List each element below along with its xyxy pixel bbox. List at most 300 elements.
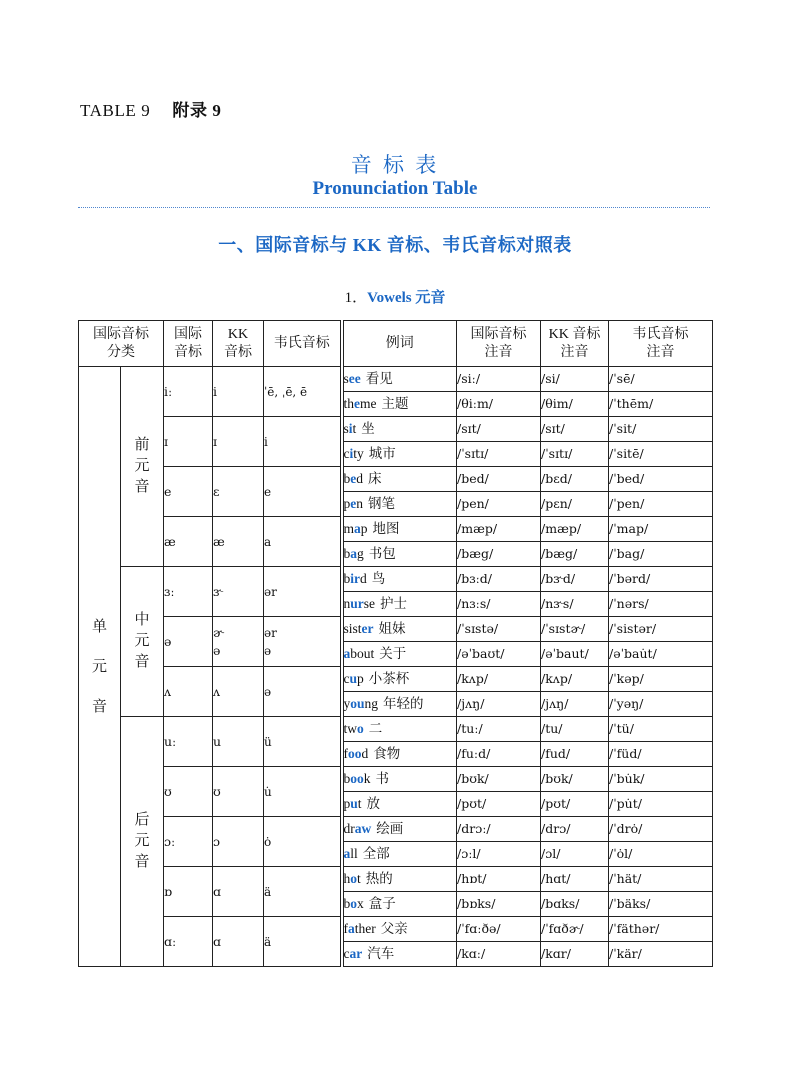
kk-notation-cell: /ɔl/ — [541, 842, 609, 867]
example-word-cell — [342, 692, 457, 717]
example-word-highlight: i — [348, 421, 353, 436]
ipa-symbol-cell — [164, 717, 213, 767]
category-cell — [79, 367, 121, 967]
example-word-highlight: er — [361, 621, 374, 636]
kk-symbol-line: i — [213, 383, 217, 399]
webster-symbol-cell — [264, 767, 342, 817]
example-word-chinese: 放 — [366, 796, 381, 811]
kk-symbol-line: æ — [213, 533, 225, 549]
subsection-number: 1． — [344, 290, 368, 306]
example-word-prefix: c — [343, 446, 350, 461]
ipa-symbol-line: ɒ — [164, 883, 173, 899]
kk-notation-cell: /ˈsɪtɪ/ — [541, 442, 609, 467]
kk-notation-cell: /si/ — [541, 367, 609, 392]
ipa-notation-cell: /mæp/ — [457, 517, 541, 542]
ipa-symbol-line: uː — [164, 733, 177, 749]
webster-symbol-cell — [264, 417, 342, 467]
example-word-suffix: p — [360, 521, 368, 536]
example-word-suffix: d — [360, 571, 367, 586]
example-word-suffix: ng — [364, 696, 379, 711]
ipa-symbol-line: e — [164, 483, 172, 499]
example-word-cell — [342, 667, 457, 692]
ipa-symbol-cell — [164, 817, 213, 867]
header-ipa — [164, 321, 213, 367]
example-word-prefix: f — [343, 746, 348, 761]
subcategory-char: 音 — [134, 479, 150, 495]
ipa-notation-cell: /ˈsɪtɪ/ — [457, 442, 541, 467]
header-kk-notation-line: KK 音标 — [548, 326, 601, 342]
example-word-chinese: 二 — [368, 721, 383, 736]
example-word-cell — [342, 467, 457, 492]
webster-notation-cell: /ˈbed/ — [609, 467, 713, 492]
example-word-prefix: p — [343, 496, 351, 511]
kk-notation-cell: /θim/ — [541, 392, 609, 417]
ipa-notation-cell: /fuːd/ — [457, 742, 541, 767]
kk-symbol-cell — [213, 367, 264, 417]
ipa-notation-cell: /əˈbaʊt/ — [457, 642, 541, 667]
header-kk-notation-line: 注音 — [560, 344, 589, 360]
subsection-label: Vowels 元音 — [367, 290, 446, 306]
ipa-symbol-line: iː — [164, 383, 173, 399]
kk-symbol-line: ʊ — [213, 783, 221, 799]
example-word-prefix: b — [343, 896, 351, 911]
example-word-prefix: c — [343, 946, 350, 961]
webster-notation-cell: /ˈfüd/ — [609, 742, 713, 767]
example-word-cell — [342, 642, 457, 667]
kk-symbol-cell — [213, 417, 264, 467]
example-word-suffix: n — [356, 496, 363, 511]
example-word-chinese: 姐妹 — [378, 621, 406, 636]
header-ipa-notation — [457, 321, 541, 367]
example-word-prefix: f — [343, 921, 348, 936]
example-word-prefix: b — [343, 771, 351, 786]
example-word-suffix: ll — [350, 846, 358, 861]
example-word-highlight: e — [350, 496, 357, 511]
table-body — [79, 367, 713, 967]
webster-notation-cell: /ˈpen/ — [609, 492, 713, 517]
ipa-notation-cell: /kɑː/ — [457, 942, 541, 967]
example-word-chinese: 关于 — [379, 646, 407, 661]
kk-symbol-cell — [213, 517, 264, 567]
example-word-highlight: a — [354, 521, 361, 536]
example-word-cell — [342, 892, 457, 917]
kk-notation-cell: /bɛd/ — [541, 467, 609, 492]
header-ipa-line: 音标 — [174, 344, 202, 360]
kk-notation-cell: /pɛn/ — [541, 492, 609, 517]
category-char: 单 — [91, 618, 107, 635]
table-row — [79, 767, 713, 792]
example-word-cell — [342, 817, 457, 842]
example-word-cell — [342, 842, 457, 867]
header-category-line: 国际音标 — [93, 326, 149, 342]
example-word-prefix: dr — [343, 821, 355, 836]
subcategory-char: 元 — [134, 458, 150, 474]
kk-notation-cell: /hɑt/ — [541, 867, 609, 892]
webster-symbol-line: ü — [264, 734, 272, 749]
example-word-cell — [342, 542, 457, 567]
example-word-highlight: a — [343, 846, 351, 861]
subcategory-cell — [121, 367, 164, 567]
example-word-highlight: u — [350, 796, 358, 811]
webster-notation-cell: /ˈmap/ — [609, 517, 713, 542]
webster-notation-cell: /ˈpu̇t/ — [609, 792, 713, 817]
header-ipa-notation-line: 注音 — [484, 344, 513, 360]
ipa-notation-cell: /siː/ — [457, 367, 541, 392]
header-webster-line: 韦氏音标 — [273, 335, 330, 351]
example-word-chinese: 地图 — [372, 521, 400, 536]
header-category-line: 分类 — [107, 344, 135, 360]
example-word-suffix: p — [357, 671, 364, 686]
subcategory-char: 音 — [134, 654, 150, 670]
example-word-cell — [342, 492, 457, 517]
kk-symbol-line: ɛ — [213, 483, 220, 499]
example-word-prefix: s — [343, 421, 349, 436]
example-word-chinese: 钢笔 — [368, 496, 395, 511]
webster-notation-cell: /ˈbərd/ — [609, 567, 713, 592]
example-word-highlight: ar — [349, 946, 363, 961]
webster-symbol-line: ä — [264, 934, 272, 949]
example-word-highlight: o — [350, 871, 357, 886]
ipa-notation-cell: /kʌp/ — [457, 667, 541, 692]
ipa-symbol-cell — [164, 767, 213, 817]
example-word-cell — [342, 767, 457, 792]
example-word-suffix: t — [357, 796, 362, 811]
ipa-symbol-line: ʊ — [164, 783, 172, 799]
kk-notation-cell: /kɑr/ — [541, 942, 609, 967]
ipa-symbol-cell — [164, 567, 213, 617]
kk-symbol-cell — [213, 767, 264, 817]
kk-symbol-line: ə — [213, 642, 221, 658]
webster-symbol-cell — [264, 667, 342, 717]
example-word-highlight: ur — [350, 596, 364, 611]
example-word-suffix: me — [360, 396, 377, 411]
kk-notation-cell: /nɝs/ — [541, 592, 609, 617]
example-word-suffix: se — [363, 596, 375, 611]
example-word-suffix: t — [352, 421, 357, 436]
header-example-line: 例词 — [385, 335, 414, 351]
webster-symbol-cell — [264, 517, 342, 567]
section-heading: 一、国际音标与 KK 音标、韦氏音标对照表 — [218, 235, 572, 255]
example-word-cell — [342, 617, 457, 642]
example-word-cell — [342, 867, 457, 892]
subcategory-cell — [121, 567, 164, 717]
header-row — [79, 321, 713, 367]
header-kk-notation — [541, 321, 609, 367]
example-word-highlight: oo — [350, 771, 364, 786]
example-word-prefix: th — [343, 396, 355, 411]
ipa-notation-cell: /jʌŋ/ — [457, 692, 541, 717]
example-word-highlight: e — [354, 396, 361, 411]
webster-notation-cell: /ˈsitē/ — [609, 442, 713, 467]
ipa-notation-cell: /bɒks/ — [457, 892, 541, 917]
table-row — [79, 517, 713, 542]
example-word-prefix: sist — [343, 621, 362, 636]
example-word-chinese: 床 — [368, 471, 382, 486]
example-word-prefix: m — [343, 521, 355, 536]
header-example — [342, 321, 457, 367]
ipa-notation-cell: /ɔːl/ — [457, 842, 541, 867]
webster-symbol-line: ər — [264, 584, 277, 599]
webster-symbol-line: u̇ — [264, 784, 272, 799]
example-word-cell — [342, 742, 457, 767]
table-row — [79, 717, 713, 742]
example-word-highlight: a — [350, 546, 357, 561]
example-word-cell — [342, 592, 457, 617]
kk-notation-cell: /bʊk/ — [541, 767, 609, 792]
example-word-highlight: i — [349, 446, 354, 461]
example-word-highlight: a — [348, 921, 355, 936]
subcategory-char: 中 — [134, 612, 150, 628]
webster-notation-cell: /ˈhät/ — [609, 867, 713, 892]
page-title-english: Pronunciation Table — [312, 178, 478, 199]
ipa-notation-cell: /θiːm/ — [457, 392, 541, 417]
example-word-prefix: n — [343, 596, 351, 611]
kk-notation-cell: /fud/ — [541, 742, 609, 767]
example-word-highlight: ir — [350, 571, 360, 586]
ipa-notation-cell: /bɜːd/ — [457, 567, 541, 592]
webster-symbol-cell — [264, 567, 342, 617]
example-word-cell — [342, 917, 457, 942]
ipa-symbol-line: ɔː — [164, 833, 176, 849]
example-word-chinese: 坐 — [361, 421, 375, 436]
example-word-prefix: s — [343, 371, 349, 386]
webster-symbol-line: ə — [264, 684, 272, 699]
header-webster — [264, 321, 342, 367]
table-row — [79, 467, 713, 492]
example-word-chinese: 食物 — [373, 746, 401, 761]
ipa-notation-cell: /sɪt/ — [457, 417, 541, 442]
example-word-cell — [342, 717, 457, 742]
header-kk-line: KK — [227, 326, 249, 342]
webster-symbol-cell — [264, 917, 342, 967]
example-word-cell — [342, 942, 457, 967]
example-word-prefix: b — [343, 471, 351, 486]
webster-symbol-line: ä — [264, 884, 272, 899]
table-label: TABLE 9 — [80, 101, 151, 120]
ipa-symbol-line: ʌ — [164, 683, 172, 699]
category-char: 元 — [91, 658, 107, 675]
example-word-chinese: 汽车 — [367, 946, 395, 961]
example-word-suffix: d — [356, 471, 363, 486]
webster-symbol-line: ˈē, ˌē, ē — [264, 384, 308, 399]
ipa-notation-cell: /bed/ — [457, 467, 541, 492]
table-row — [79, 667, 713, 692]
ipa-symbol-cell — [164, 367, 213, 417]
webster-symbol-cell — [264, 467, 342, 517]
table-row — [79, 917, 713, 942]
example-word-chinese: 书 — [375, 771, 389, 786]
example-word-cell — [342, 367, 457, 392]
subcategory-char: 音 — [134, 854, 150, 870]
ipa-symbol-cell — [164, 617, 213, 667]
example-word-prefix: c — [343, 671, 350, 686]
webster-notation-cell: /ˈkär/ — [609, 942, 713, 967]
example-word-cell — [342, 392, 457, 417]
example-word-chinese: 父亲 — [380, 921, 408, 936]
kk-notation-cell: /sɪt/ — [541, 417, 609, 442]
table-row — [79, 617, 713, 642]
example-word-highlight: a — [343, 646, 351, 661]
example-word-chinese: 书包 — [368, 546, 396, 561]
kk-symbol-line: ɪ — [213, 433, 217, 449]
kk-symbol-cell — [213, 917, 264, 967]
example-word-cell — [342, 792, 457, 817]
example-word-suffix: g — [357, 546, 364, 561]
ipa-symbol-cell — [164, 467, 213, 517]
kk-notation-cell: /mæp/ — [541, 517, 609, 542]
ipa-symbol-line: ɪ — [164, 433, 168, 449]
kk-symbol-line: u — [213, 733, 222, 749]
example-word-cell — [342, 442, 457, 467]
dotted-divider — [78, 207, 710, 208]
webster-symbol-cell — [264, 717, 342, 767]
subcategory-char: 后 — [134, 812, 150, 828]
header-webster-notation — [609, 321, 713, 367]
webster-notation-cell: /ˈsē/ — [609, 367, 713, 392]
example-word-cell — [342, 417, 457, 442]
kk-notation-cell: /bɑks/ — [541, 892, 609, 917]
ipa-symbol-cell — [164, 517, 213, 567]
category-char: 音 — [91, 698, 107, 715]
webster-symbol-line: a — [264, 534, 272, 549]
webster-notation-cell: /ˈdrȯ/ — [609, 817, 713, 842]
webster-notation-cell: /ˈkəp/ — [609, 667, 713, 692]
example-word-chinese: 盒子 — [368, 896, 396, 911]
table-header — [79, 321, 713, 367]
example-word-prefix: tw — [343, 721, 357, 736]
page-header — [80, 96, 222, 121]
webster-symbol-cell — [264, 617, 342, 667]
header-ipa-line: 国际 — [174, 326, 202, 342]
table-row — [79, 867, 713, 892]
webster-notation-cell: /ˈnərs/ — [609, 592, 713, 617]
example-word-highlight: u — [349, 671, 358, 686]
appendix-label: 附录 9 — [172, 101, 222, 120]
example-word-highlight: aw — [354, 821, 372, 836]
header-webster-notation-line: 韦氏音标 — [632, 326, 689, 342]
header-category — [79, 321, 164, 367]
example-word-prefix: p — [343, 796, 351, 811]
example-word-suffix: ther — [354, 921, 376, 936]
kk-symbol-line: ɚ — [213, 624, 224, 640]
webster-symbol-line: e — [264, 484, 272, 499]
example-word-highlight: e — [350, 471, 357, 486]
example-word-suffix: x — [357, 896, 364, 911]
webster-symbol-line: ȯ — [264, 834, 272, 849]
example-word-chinese: 护士 — [380, 596, 407, 611]
header-webster-notation-line: 注音 — [646, 344, 675, 360]
example-word-highlight: oo — [348, 746, 362, 761]
example-word-highlight: o — [357, 721, 364, 736]
webster-notation-cell: /ˈfäthər/ — [609, 917, 713, 942]
example-word-chinese: 热的 — [365, 871, 393, 886]
webster-symbol-cell — [264, 817, 342, 867]
example-word-suffix: k — [363, 771, 371, 786]
subcategory-char: 前 — [134, 437, 150, 453]
kk-symbol-cell — [213, 817, 264, 867]
ipa-notation-cell: /tuː/ — [457, 717, 541, 742]
webster-notation-cell: /ˈtü/ — [609, 717, 713, 742]
header-kk-line: 音标 — [224, 344, 252, 360]
kk-notation-cell: /bɝd/ — [541, 567, 609, 592]
webster-symbol-cell — [264, 867, 342, 917]
ipa-symbol-cell — [164, 667, 213, 717]
table-row — [79, 567, 713, 592]
ipa-symbol-cell — [164, 917, 213, 967]
kk-notation-cell: /bæg/ — [541, 542, 609, 567]
example-word-chinese: 小茶杯 — [368, 671, 410, 686]
header-ipa-notation-line: 国际音标 — [470, 326, 527, 342]
example-word-chinese: 绘画 — [376, 821, 404, 836]
kk-symbol-line: ɔ — [213, 833, 221, 849]
example-word-highlight: ee — [348, 371, 361, 386]
webster-notation-cell: /ˈthēm/ — [609, 392, 713, 417]
example-word-chinese: 全部 — [362, 846, 390, 861]
kk-symbol-line: ɑ — [213, 933, 222, 949]
webster-symbol-line: ə — [264, 643, 272, 658]
ipa-notation-cell: /pʊt/ — [457, 792, 541, 817]
kk-notation-cell: /ˈsɪstɚ/ — [541, 617, 609, 642]
subcategory-cell — [121, 717, 164, 967]
example-word-chinese: 年轻的 — [383, 696, 424, 711]
kk-symbol-cell — [213, 667, 264, 717]
webster-notation-cell: /ˈyəŋ/ — [609, 692, 713, 717]
ipa-notation-cell: /drɔː/ — [457, 817, 541, 842]
webster-symbol-cell — [264, 367, 342, 417]
webster-notation-cell: /ˈbäks/ — [609, 892, 713, 917]
kk-notation-cell: /kʌp/ — [541, 667, 609, 692]
webster-notation-cell: /əˈbau̇t/ — [609, 642, 713, 667]
webster-symbol-line: ər — [264, 625, 277, 640]
kk-symbol-line: ɑ — [213, 883, 222, 899]
ipa-notation-cell: /hɒt/ — [457, 867, 541, 892]
ipa-symbol-cell — [164, 417, 213, 467]
kk-notation-cell: /tu/ — [541, 717, 609, 742]
webster-notation-cell: /ˈbu̇k/ — [609, 767, 713, 792]
kk-symbol-line: ʌ — [213, 683, 221, 699]
table-row — [79, 367, 713, 392]
ipa-symbol-line: æ — [164, 533, 176, 549]
ipa-symbol-line: ɑː — [164, 933, 177, 949]
example-word-cell — [342, 567, 457, 592]
ipa-notation-cell: /ˈsɪstə/ — [457, 617, 541, 642]
kk-symbol-cell — [213, 467, 264, 517]
kk-notation-cell: /pʊt/ — [541, 792, 609, 817]
example-word-chinese: 主题 — [381, 396, 409, 411]
example-word-chinese: 看见 — [365, 371, 393, 386]
example-word-prefix: h — [343, 871, 351, 886]
page-title-chinese: 音 标 表 — [350, 153, 440, 177]
example-word-highlight: o — [350, 896, 357, 911]
kk-symbol-cell — [213, 617, 264, 667]
webster-notation-cell: /ˈȯl/ — [609, 842, 713, 867]
table-row — [79, 417, 713, 442]
webster-notation-cell: /ˈbag/ — [609, 542, 713, 567]
ipa-symbol-cell — [164, 867, 213, 917]
table-row — [79, 817, 713, 842]
kk-notation-cell: /əˈbaut/ — [541, 642, 609, 667]
ipa-notation-cell: /pen/ — [457, 492, 541, 517]
kk-symbol-line: ɝ — [213, 583, 223, 599]
vowel-table — [78, 320, 713, 967]
kk-symbol-cell — [213, 867, 264, 917]
example-word-highlight: ou — [350, 696, 365, 711]
kk-notation-cell: /ˈfɑðɚ/ — [541, 917, 609, 942]
ipa-notation-cell: /bæg/ — [457, 542, 541, 567]
webster-notation-cell: /ˈsistər/ — [609, 617, 713, 642]
example-word-chinese: 城市 — [368, 446, 396, 461]
ipa-notation-cell: /ˈfɑːðə/ — [457, 917, 541, 942]
